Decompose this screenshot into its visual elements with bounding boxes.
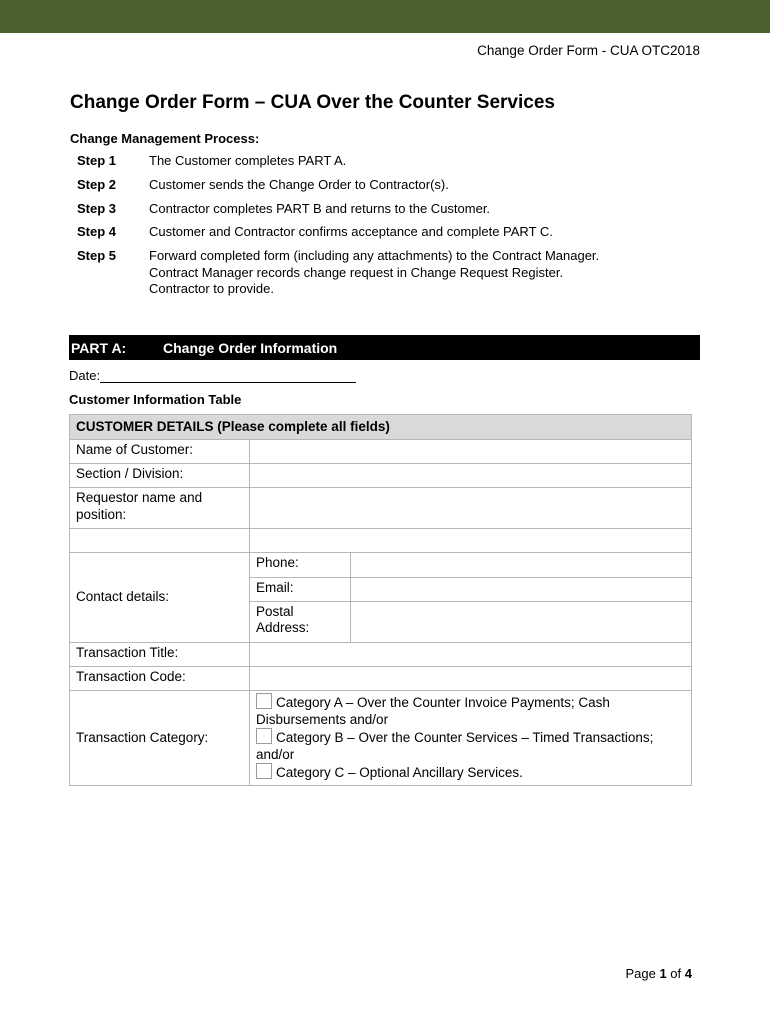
section-division-label: Section / Division:: [70, 464, 250, 488]
transaction-category-options: [250, 691, 692, 786]
category-a-label: Category A – Over the Counter Invoice Payments; Cash Disbursements and/or: [256, 695, 610, 727]
date-input-line[interactable]: [100, 370, 356, 383]
transaction-title-input[interactable]: [250, 643, 692, 667]
postal-address-label: Postal Address:: [250, 601, 351, 642]
step-text: The Customer completes PART A.: [149, 153, 347, 168]
step-number: Step 1: [77, 153, 117, 168]
part-a-title: Change Order Information: [163, 340, 338, 356]
category-a-checkbox[interactable]: [256, 693, 272, 709]
category-c-label: Category C – Optional Ancillary Services.: [276, 765, 523, 780]
part-a-banner: [69, 335, 700, 360]
phone-label: Phone:: [250, 553, 351, 577]
top-color-bar: [0, 0, 770, 33]
requestor-label: Requestor name and position:: [70, 488, 250, 529]
table-heading: Customer Information Table: [69, 392, 242, 407]
transaction-code-input[interactable]: [250, 667, 692, 691]
part-a-label: PART A:: [71, 340, 127, 356]
section-division-input[interactable]: [250, 464, 692, 488]
total-pages: 4: [684, 966, 692, 981]
table-header: CUSTOMER DETAILS (Please complete all fields): [70, 415, 692, 440]
transaction-title-label: Transaction Title:: [70, 643, 250, 667]
customer-details-table: [69, 414, 692, 786]
transaction-code-label: Transaction Code:: [70, 667, 250, 691]
step-text: Forward completed form (including any attachments) to the Contract Manager.: [149, 248, 600, 263]
step-text: Customer and Contractor confirms acceptance and complete PART C.: [149, 224, 553, 239]
email-input[interactable]: [351, 577, 692, 601]
email-label: Email:: [250, 577, 351, 601]
category-a-option[interactable]: [256, 693, 685, 728]
step-number: Step 5: [77, 248, 117, 263]
step-text: Contract Manager records change request in Change Request Register.: [149, 264, 564, 280]
requestor-input[interactable]: [250, 488, 692, 529]
category-c-option[interactable]: [256, 763, 685, 782]
page-of: of: [666, 966, 685, 981]
process-heading: Change Management Process:: [70, 131, 260, 146]
step-number: Step 3: [77, 201, 117, 216]
step-number: Step 2: [77, 177, 117, 192]
postal-address-input[interactable]: [351, 601, 692, 642]
page-number: [625, 966, 692, 981]
name-of-customer-input[interactable]: [250, 440, 692, 464]
step-number: Step 4: [77, 224, 117, 239]
contact-details-label: Contact details:: [70, 553, 250, 643]
name-of-customer-label: Name of Customer:: [70, 440, 250, 464]
step-text: Customer sends the Change Order to Contractor(s).: [149, 177, 449, 192]
date-field[interactable]: [69, 368, 356, 383]
date-label: Date:: [69, 368, 101, 383]
step-text: Contractor to provide.: [149, 281, 275, 296]
category-b-checkbox[interactable]: [256, 728, 272, 744]
contact-details-cell: [250, 553, 692, 643]
page-title: Change Order Form – CUA Over the Counter Services: [70, 92, 555, 113]
category-b-option[interactable]: [256, 728, 685, 763]
blank-cell: [70, 529, 250, 553]
form-reference: Change Order Form - CUA OTC2018: [477, 43, 700, 58]
phone-input[interactable]: [351, 553, 692, 577]
step-text: Contractor completes PART B and returns to the Customer.: [149, 201, 491, 216]
category-b-label: Category B – Over the Counter Services – Timed Transactions; and/or: [256, 730, 654, 762]
current-page: 1: [659, 966, 667, 981]
category-c-checkbox[interactable]: [256, 763, 272, 779]
transaction-category-label: Transaction Category:: [70, 691, 250, 786]
page-prefix: Page: [625, 966, 660, 981]
contact-subtable: [250, 553, 691, 642]
blank-input[interactable]: [250, 529, 692, 553]
